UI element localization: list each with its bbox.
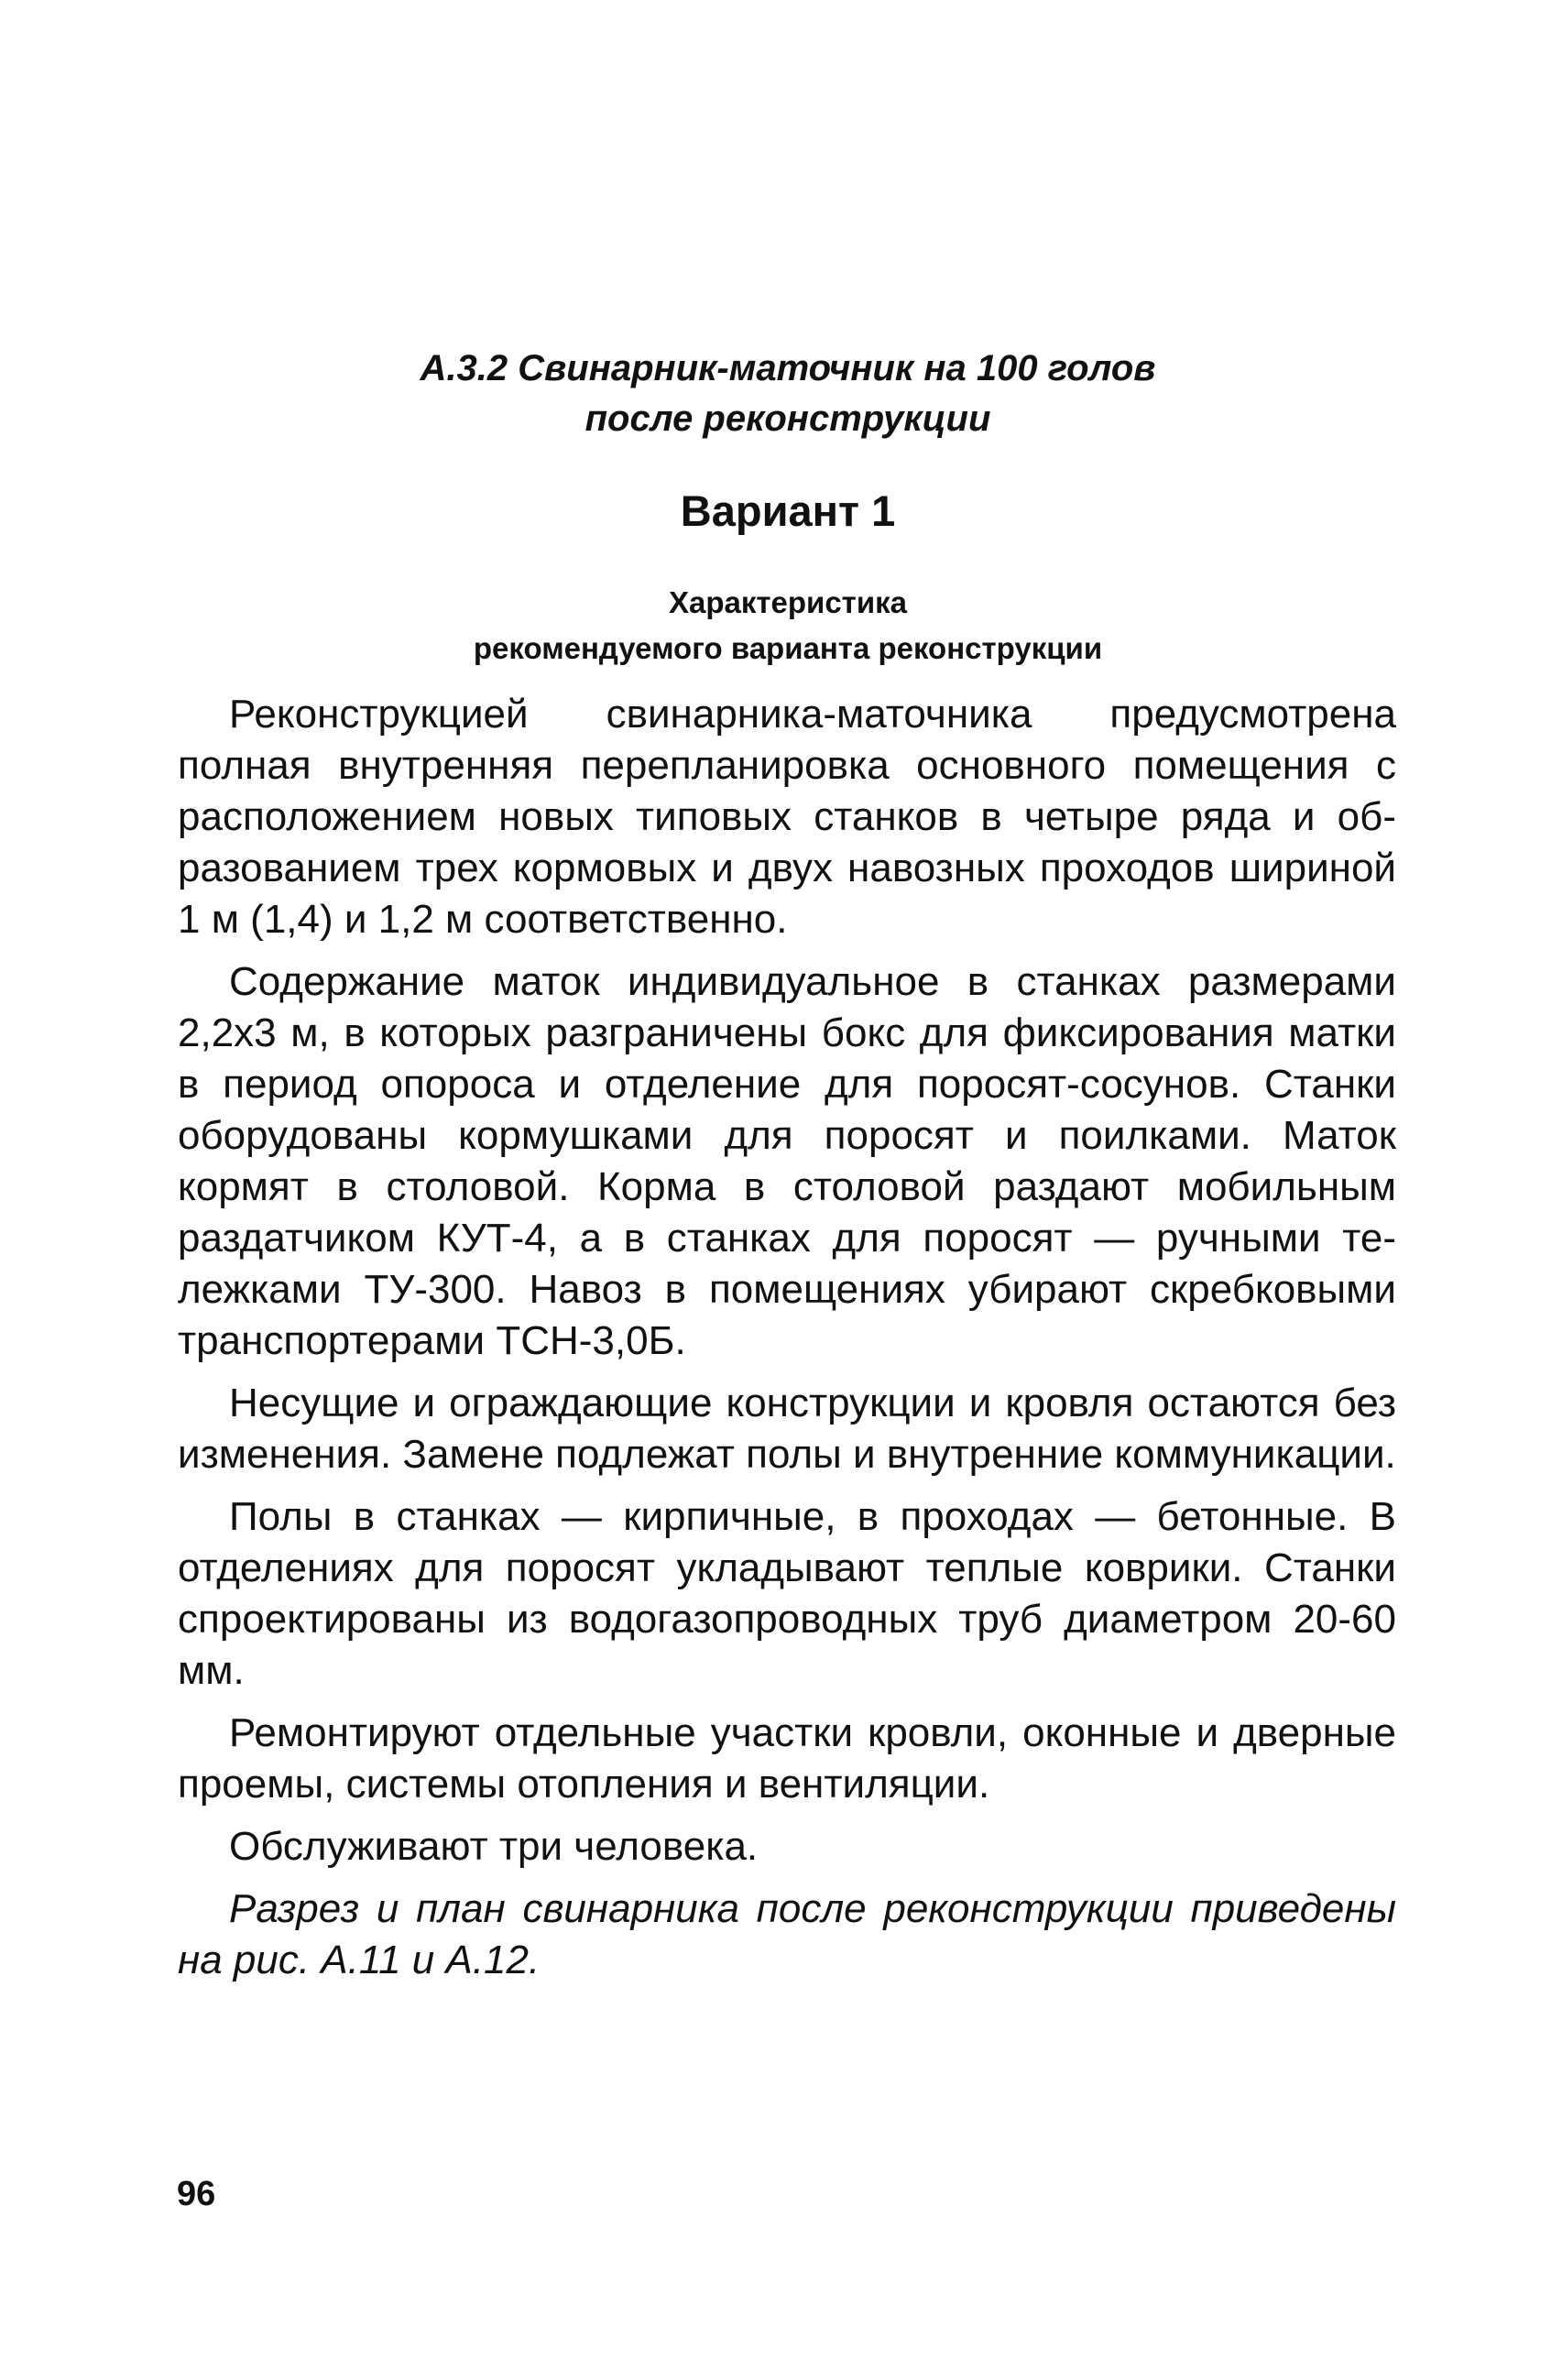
- paragraph-staff: Обслуживают три человека.: [229, 1824, 759, 1869]
- characteristic-heading: [357, 580, 1218, 671]
- paragraph-reconstruction: Реконструкцией свинарника-маточника предусмотрена полная внутренняя перепланировка основного помещения с расположением новых типовых станков в четыре ряда и образованием трех кормовых и двух навозных проходов шириной 1 м (1,4) и 1,2 м соответственно.: [178, 692, 1396, 942]
- paragraph-repairs: Ремонтируют отдельные участки кровли, оконные и дверные проемы, системы отопления и вентиляции.: [178, 1710, 1396, 1807]
- section-title: [357, 344, 1218, 444]
- body-text: [178, 689, 1396, 1997]
- variant-heading: Вариант 1: [680, 486, 896, 535]
- paragraph-sows-keeping: Содержание маток индивидуальное в станках размерами 2,2x3 м, в которых разграничены бокс для фиксирования матки в период опороса и отделение для поросят-сосунов. Станки оборудованы кормушками для поросят и поилками. Маток кормят в столовой. Корма в столовой раздают мобильным раздатчиком КУТ-4, а в станках для поросят — ручными тележками ТУ-300. Навоз в помещениях убирают скребковыми транспортерами ТСН-3,0Б.: [178, 959, 1396, 1363]
- paragraph-structures: Несущие и ограждающие конструкции и кровля остаются без изменения. Замене подлежат полы и внутренние коммуникации.: [178, 1381, 1396, 1477]
- page-number: 96: [177, 2175, 216, 2213]
- paragraph-figure-reference: Разрез и план свинарника после реконструкции приведены на рис. А.11 и А.12.: [178, 1886, 1396, 1982]
- section-title-line-1: А.3.2 Свинарник-маточник на 100 голов: [420, 348, 1156, 388]
- paragraph-floors: Полы в станках — кирпичные, в проходах — бетонные. В отделениях для поросят укладывают теплые коврики. Станки спроектированы из водогазопроводных труб диаметром 20-60 мм.: [178, 1494, 1396, 1693]
- characteristic-heading-line-2: рекомендуемого варианта реконструкции: [473, 631, 1103, 665]
- section-title-line-2: после реконструкции: [584, 398, 991, 439]
- characteristic-heading-line-1: Характеристика: [668, 585, 908, 619]
